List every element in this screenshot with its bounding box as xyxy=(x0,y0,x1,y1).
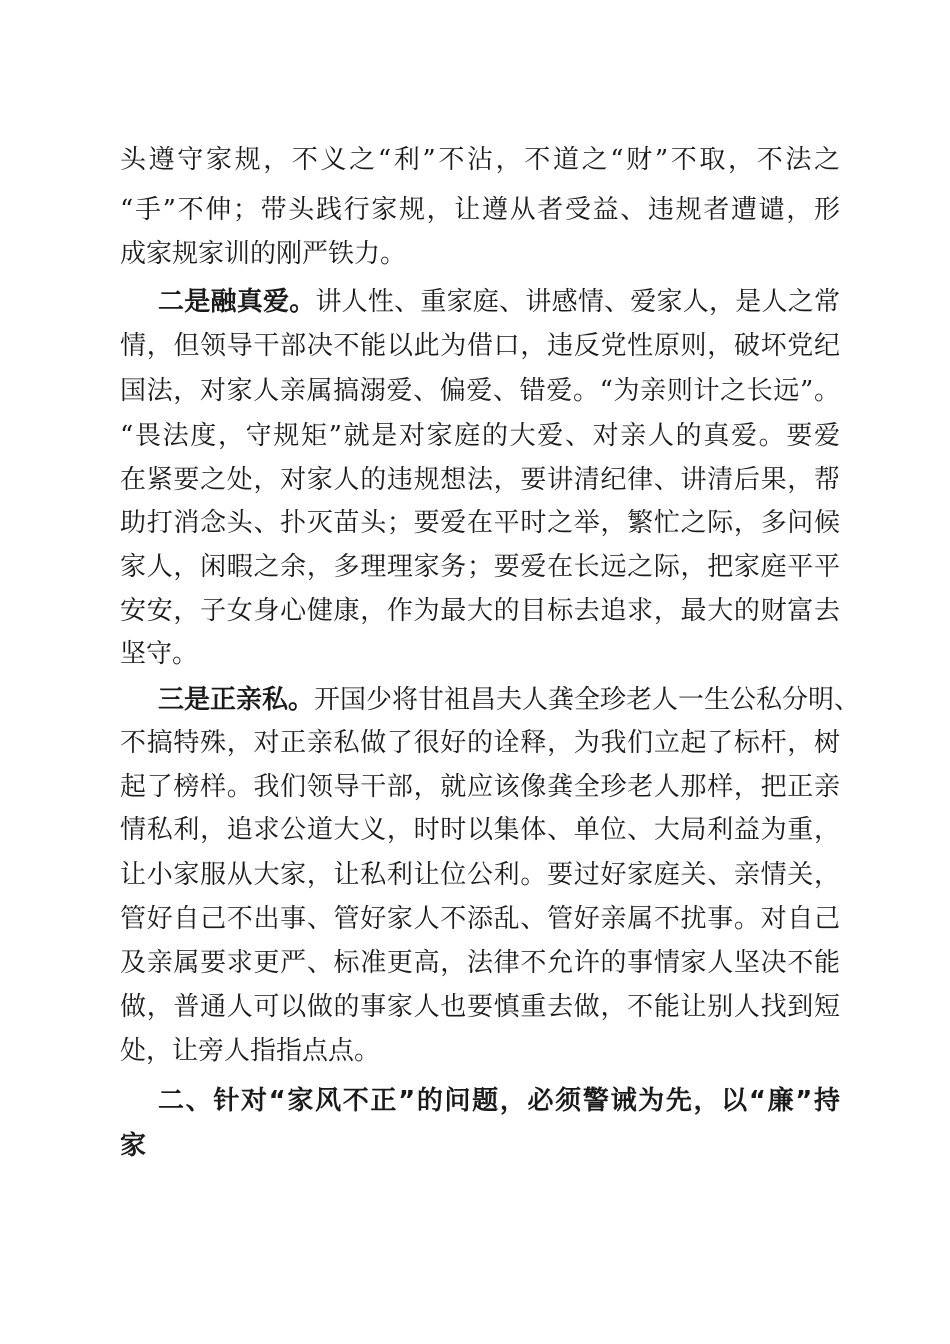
paragraph-line: 成家规家训的刚严铁力。 xyxy=(120,239,407,269)
paragraph-line: 管好自己不出事、管好家人不添乱、管好亲属不扰事。对自己 xyxy=(120,904,840,934)
section-heading-line: 家 xyxy=(120,1131,147,1161)
paragraph-line: 处，让旁人指指点点。 xyxy=(120,1036,381,1066)
paragraph-lead: 二是融真爱。 xyxy=(158,287,316,317)
paragraph-line: 家人，闲暇之余，多理理家务；要爱在长远之际，把家庭平平 xyxy=(120,552,840,582)
paragraph-line: 在紧要之处，对家人的违规想法，要讲清纪律、讲清后果，帮 xyxy=(120,465,840,495)
paragraph-line: 让小家服从大家，让私利让位公利。要过好家庭关、亲情关， xyxy=(120,860,840,890)
paragraph-line: 情，但领导干部决不能以此为借口，违反党性原则，破坏党纪 xyxy=(120,331,840,361)
paragraph-line: 不搞特殊，对正亲私做了很好的诠释，为我们立起了标杆，树 xyxy=(120,728,840,758)
paragraph-line: 助打消念头、扑灭苗头；要爱在平时之举，繁忙之际，多问候 xyxy=(120,508,840,538)
paragraph-line: 做，普通人可以做的事家人也要慎重去做，不能让别人找到短 xyxy=(120,992,840,1022)
paragraph-line: 起了榜样。我们领导干部，就应该像龚全珍老人那样，把正亲 xyxy=(120,772,840,802)
paragraph-text: 开国少将甘祖昌夫人龚全珍老人一生公私分明、 xyxy=(314,685,861,715)
paragraph-line: “手”不伸；带头践行家规，让遵从者受益、违规者遭谴，形 xyxy=(120,195,840,225)
paragraph-line: 坚守。 xyxy=(120,639,199,669)
paragraph-line: “畏法度，守规矩”就是对家庭的大爱、对亲人的真爱。要爱 xyxy=(120,421,840,451)
paragraph-line: 情私利，追求公道大义，时时以集体、单位、大局利益为重， xyxy=(120,815,840,845)
paragraph-first-line xyxy=(158,680,861,720)
paragraph-line: 安安，子女身心健康，作为最大的目标去追求，最大的财富去 xyxy=(120,596,840,626)
paragraph-line: 国法，对家人亲属搞溺爱、偏爱、错爱。“为亲则计之长远”。 xyxy=(120,376,840,406)
paragraph-line: 头遵守家规，不义之“利”不沾，不道之“财”不取，不法之 xyxy=(120,145,840,175)
paragraph-first-line xyxy=(158,282,840,322)
paragraph-lead: 三是正亲私。 xyxy=(158,685,315,715)
paragraph-line: 及亲属要求更严、标准更高，法律不允许的事情家人坚决不能 xyxy=(120,948,840,978)
paragraph-text: 讲人性、重家庭、讲感情、爱家人，是人之常 xyxy=(315,287,840,317)
section-heading-line: 二、针对“家风不正”的问题，必须警诫为先，以“廉”持 xyxy=(158,1086,840,1116)
